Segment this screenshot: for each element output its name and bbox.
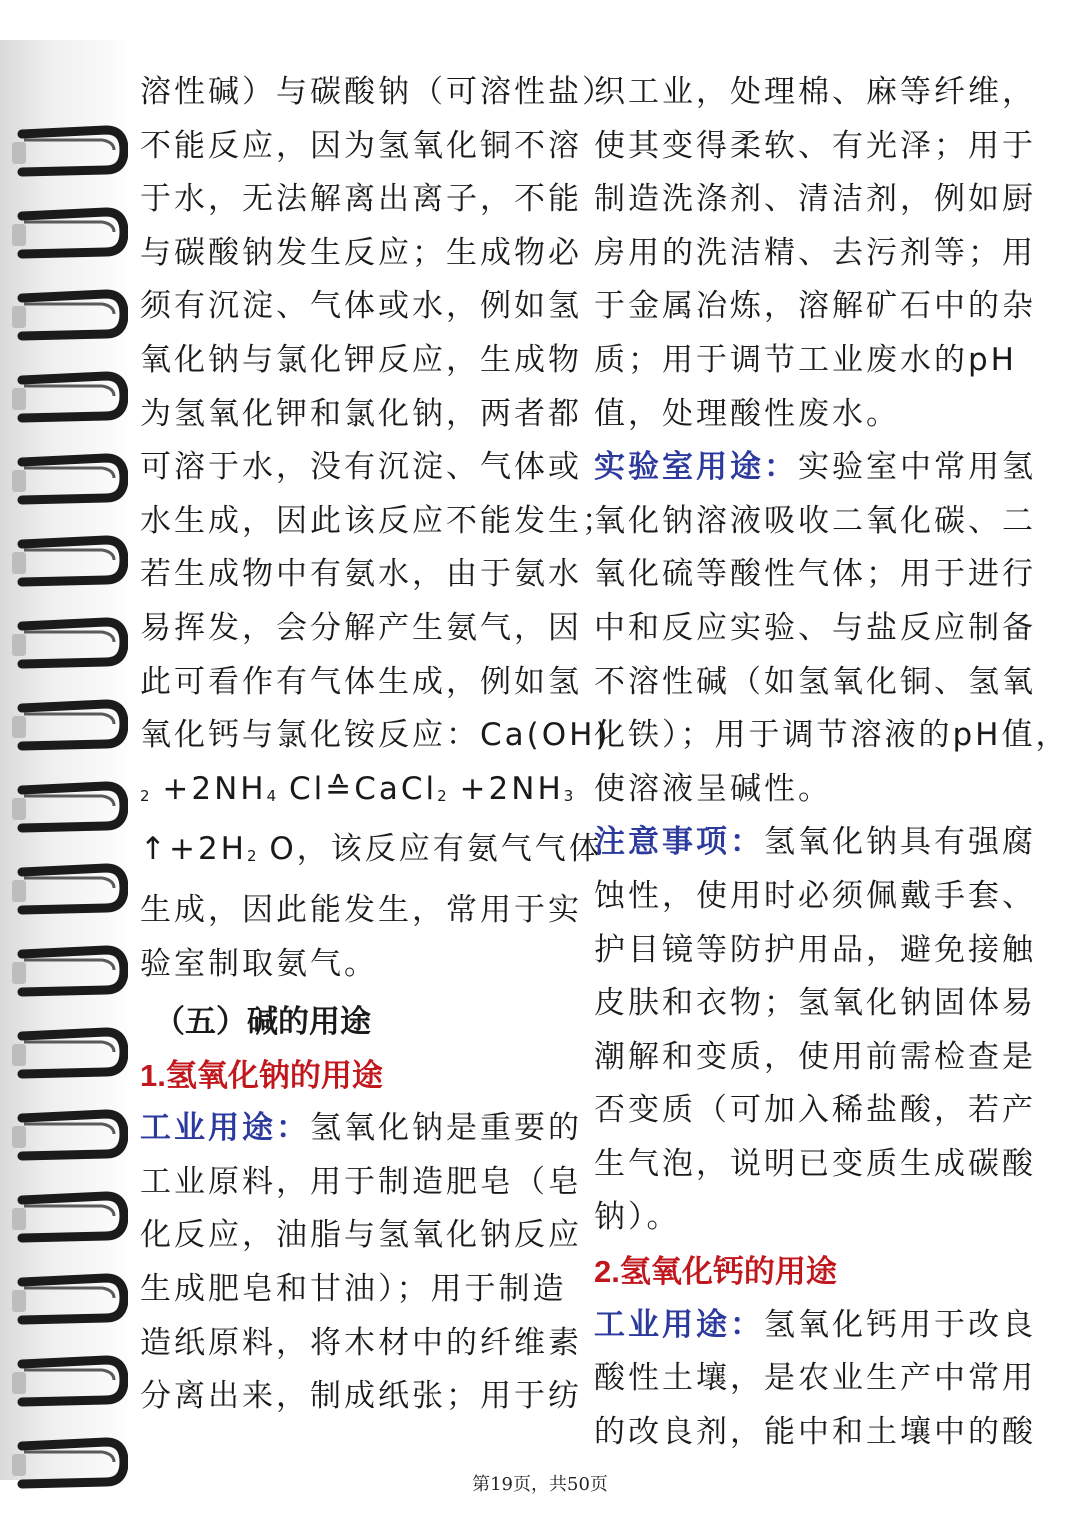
text-line: 潮解和变质，使用前需检查是 [594,1038,1036,1075]
spiral-ring-icon [10,940,128,1004]
equation-text: Cl≙CaCl [276,770,438,807]
equation-text: +2NH [446,770,564,807]
spiral-ring-icon [10,776,128,840]
lab-use-line [594,441,1034,495]
text-line: 值，处理酸性废水。 [594,395,900,432]
spiral-ring-icon [10,284,128,348]
subscript: 3 [563,786,574,805]
section-heading: （五）碱的用途 [154,1004,371,1040]
note-label: 注意事项： [594,824,764,861]
text-line: 质；用于调节工业废水的pH [594,341,1017,378]
text-line: 生气泡，说明已变质生成碳酸 [594,1145,1036,1182]
spiral-ring-icon [10,120,128,184]
text-line: 工业原料，用于制造肥皂（皂 [140,1163,582,1200]
spiral-ring-icon [10,694,128,758]
equation-text: +2NH [149,770,267,807]
spiral-ring-icon [10,858,128,922]
text-line: 氧化钙与氯化铵反应：Ca(OH) [140,717,611,754]
text-line: 可溶于水，没有沉淀、气体或 [140,449,582,486]
text-line: 水生成，因此该反应不能发生； [140,502,616,539]
ca-industry-label: 工业用途： [594,1306,764,1343]
spiral-ring-icon [10,530,128,594]
text-line: 易挥发，会分解产生氨气，因 [140,609,582,646]
subscript: 2 [246,847,257,866]
text-line: 房用的洗洁精、去污剂等；用 [594,234,1036,271]
text-line: 于水，无法解离出离子，不能 [140,181,582,218]
right-column [594,66,1070,1459]
text-line: 氧化钠溶液吸收二氧化碳、二 [594,502,1036,539]
text-line: 中和反应实验、与盐反应制备 [594,609,1036,646]
calcium-hydroxide-heading: 2.氢氧化钙的用途 [594,1254,837,1290]
text-line: 化铁）；用于调节溶液的pH值， [594,717,1070,754]
text-line: 分离出来，制成纸张；用于纺 [140,1378,582,1415]
text-line: 使其变得柔软、有光泽；用于 [594,127,1036,164]
spiral-ring-icon [10,1022,128,1086]
text-line: 钠）。 [594,1199,681,1236]
note-line [594,816,1034,870]
spiral-ring-icon [10,1104,128,1168]
spiral-ring-icon [10,1186,128,1250]
text-line: 生成，因此能发生，常用于实 [140,891,582,928]
spiral-ring-icon [10,612,128,676]
text-line: 为氢氧化钾和氯化钠，两者都 [140,395,582,432]
text-line: 酸性土壤，是农业生产中常用 [594,1360,1036,1397]
page-number: 第19页，共50页 [472,1474,608,1495]
text-line: 不溶性碱（如氢氧化铜、氢氧 [594,663,1036,700]
text-line: 与碳酸钠发生反应；生成物必 [140,234,582,271]
left-column [140,66,616,1424]
subscript: 4 [266,786,277,805]
text-line: 皮肤和衣物；氢氧化钠固体易 [594,985,1036,1022]
text-line: 氢氧化钙用于改良 [764,1306,1036,1343]
spiral-ring-icon [10,1350,128,1414]
sodium-hydroxide-heading: 1.氢氧化钠的用途 [140,1057,383,1093]
text-line: 须有沉淀、气体或水，例如氢 [140,288,582,325]
text-line: 的改良剂，能中和土壤中的酸 [594,1413,1036,1450]
text-line: 氧化硫等酸性气体；用于进行 [594,556,1036,593]
spiral-ring-icon [10,202,128,266]
text-line: 否变质（可加入稀盐酸，若产 [594,1092,1036,1129]
subscript: 2 [140,786,150,805]
equation-text: ↑+2H [140,831,247,868]
spiral-ring-icon [10,448,128,512]
text-line: 验室制取氨气。 [140,945,378,982]
industry-use-label: 工业用途： [140,1110,310,1147]
text-line: 实验室中常用氢 [798,449,1036,486]
text-line: 生成肥皂和甘油）；用于制造 [140,1271,567,1308]
equation-line [140,763,580,824]
text-line: 氢氧化钠是重要的 [310,1110,582,1147]
text-line: 造纸原料，将木材中的纤维素 [140,1324,582,1361]
industry-use-line [140,1102,580,1156]
text-line: 溶性碱）与碳酸钠（可溶性盐） [140,74,616,110]
equation-text: O，该反应有氨气气体 [256,831,603,868]
spiral-binding [0,40,135,1480]
text-line: 织工业，处理棉、麻等纤维， [594,74,1036,110]
text-line: 化反应，油脂与氢氧化钠反应 [140,1217,582,1254]
text-line: 蚀性，使用时必须佩戴手套、 [594,877,1036,914]
equation-line [140,823,603,884]
text-line: 氧化钠与氯化钾反应，生成物 [140,341,582,378]
text-line: 护目镜等防护用品，避免接触 [594,931,1036,968]
text-line: 此可看作有气体生成，例如氢 [140,663,582,700]
spiral-ring-icon [10,366,128,430]
spiral-ring-icon [10,1268,128,1332]
lab-use-label: 实验室用途： [594,449,798,486]
text-line: 使溶液呈碱性。 [594,770,832,807]
text-line: 若生成物中有氨水，由于氨水 [140,556,582,593]
subscript: 2 [437,786,447,805]
text-line: 氢氧化钠具有强腐 [764,824,1036,861]
text-line: 制造洗涤剂、清洁剂，例如厨 [594,181,1036,218]
text-line: 不能反应，因为氢氧化铜不溶 [140,127,582,164]
text-line: 于金属冶炼，溶解矿石中的杂 [594,288,1036,325]
ca-industry-line [594,1299,1034,1353]
